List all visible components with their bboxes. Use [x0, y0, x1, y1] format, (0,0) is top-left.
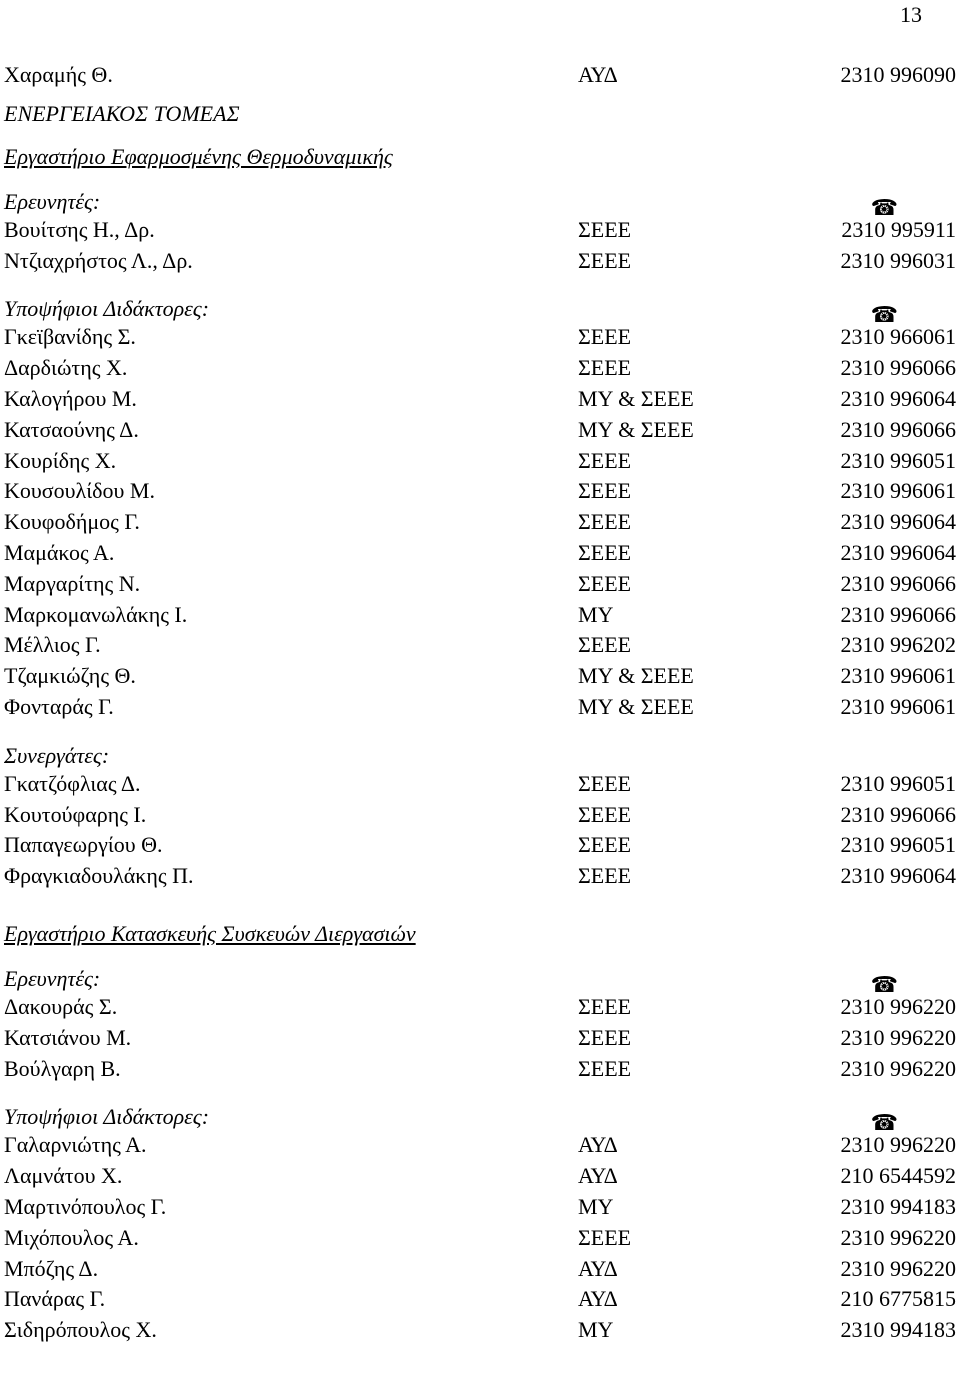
- person-dept: ΑΥΔ: [578, 1163, 618, 1189]
- person-name: Βουίτσης Η., Δρ.: [4, 216, 155, 242]
- person-dept: ΑΥΔ: [578, 62, 618, 87]
- person-name: Πανάρας Γ.: [4, 1286, 106, 1312]
- list-item: [4, 246, 956, 277]
- person-phone: 2310 996202: [840, 632, 956, 658]
- list-item: [4, 1023, 956, 1054]
- person-name: Μαμάκος Α.: [4, 539, 115, 565]
- list-item: [4, 1192, 956, 1223]
- person-dept: ΣΕΕΕ: [578, 863, 632, 889]
- person-phone: 2310 996066: [840, 801, 956, 827]
- person-phone: 2310 996061: [840, 478, 956, 504]
- person-name: Κουρίδης Χ.: [4, 447, 117, 473]
- person-name: Χαραμής Θ.: [4, 62, 113, 87]
- lab-title: Εργαστήριο Κατασκευής Συσκευών Διεργασιών: [4, 920, 416, 946]
- person-name: Κατσιάνου Μ.: [4, 1024, 132, 1050]
- person-phone: 2310 996031: [840, 247, 956, 273]
- person-name: Κουτούφαρης Ι.: [4, 801, 147, 827]
- top-entry-row: [4, 60, 956, 91]
- person-dept: ΑΥΔ: [578, 1255, 618, 1281]
- person-phone: 2310 996051: [840, 447, 956, 473]
- person-phone: 2310 995911: [841, 216, 956, 242]
- list-item: [4, 446, 956, 477]
- candidates-label-row: [4, 288, 956, 328]
- person-name: Φονταράς Γ.: [4, 693, 114, 719]
- person-dept: ΣΕΕΕ: [578, 770, 632, 796]
- list-item: [4, 1284, 956, 1315]
- person-dept: ΣΕΕΕ: [578, 247, 632, 273]
- list-item: [4, 800, 956, 831]
- person-phone: 2310 996066: [840, 416, 956, 442]
- person-phone: 2310 996066: [840, 355, 956, 381]
- person-dept: ΣΕΕΕ: [578, 447, 632, 473]
- telephone-icon: ☎: [870, 194, 898, 220]
- person-phone: 2310 996066: [840, 601, 956, 627]
- person-phone: 2310 996064: [840, 509, 956, 535]
- person-dept: ΑΥΔ: [578, 1286, 618, 1312]
- partners-label-row: [4, 735, 956, 769]
- person-dept: ΣΕΕΕ: [578, 1055, 632, 1081]
- person-name: Δακουράς Σ.: [4, 993, 118, 1019]
- group-label: Υποψήφιοι Διδάκτορες:: [4, 1104, 210, 1130]
- list-item: [4, 1054, 956, 1085]
- person-phone: 2310 996090: [840, 62, 956, 87]
- person-phone: 2310 996064: [840, 385, 956, 411]
- list-item: [4, 1223, 956, 1254]
- list-item: [4, 992, 956, 1023]
- list-item: [4, 569, 956, 600]
- person-phone: 2310 996066: [840, 570, 956, 596]
- person-name: Λαμνάτου Χ.: [4, 1163, 123, 1189]
- person-name: Κατσαούνης Δ.: [4, 416, 139, 442]
- page-number: 13: [900, 2, 922, 27]
- person-dept: ΣΕΕΕ: [578, 509, 632, 535]
- list-item: [4, 1161, 956, 1192]
- person-phone: 2310 996220: [840, 1024, 956, 1050]
- person-phone: 2310 996061: [840, 663, 956, 689]
- list-item: [4, 476, 956, 507]
- list-item: [4, 538, 956, 569]
- person-dept: ΣΕΕΕ: [578, 1224, 632, 1250]
- person-phone: 2310 996220: [840, 1255, 956, 1281]
- person-name: Γκεϊβανίδης Σ.: [4, 324, 136, 350]
- sector-title: ΕΝΕΡΓΕΙΑΚΟΣ ΤΟΜΕΑΣ: [4, 100, 240, 126]
- person-name: Παπαγεωργίου Θ.: [4, 832, 163, 858]
- person-name: Μέλλιος Γ.: [4, 632, 101, 658]
- person-name: Μπόζης Δ.: [4, 1255, 99, 1281]
- person-dept: ΣΕΕΕ: [578, 570, 632, 596]
- list-item: [4, 1130, 956, 1161]
- candidates-list: [4, 322, 956, 722]
- candidates-list: [4, 1130, 956, 1346]
- person-name: Ντζιαχρήστος Λ., Δρ.: [4, 247, 193, 273]
- person-name: Κουφοδήμος Γ.: [4, 509, 140, 535]
- researchers-list: [4, 215, 956, 277]
- researchers-label-row: [4, 181, 956, 220]
- person-dept: ΣΕΕΕ: [578, 1024, 632, 1050]
- person-phone: 210 6544592: [840, 1163, 956, 1189]
- person-dept: ΜΥ & ΣΕΕΕ: [578, 663, 694, 689]
- person-name: Μιχόπουλος Α.: [4, 1224, 139, 1250]
- list-item: [4, 215, 956, 246]
- person-name: Τζαμκιώζης Θ.: [4, 663, 136, 689]
- person-phone: 2310 996064: [840, 863, 956, 889]
- person-dept: ΜΥ: [578, 601, 614, 627]
- person-phone: 2310 996061: [840, 693, 956, 719]
- person-phone: 210 6775815: [840, 1286, 956, 1312]
- telephone-icon: ☎: [870, 1110, 898, 1136]
- list-item: [4, 415, 956, 446]
- person-phone: 2310 996051: [840, 770, 956, 796]
- list-item: [4, 1254, 956, 1285]
- person-dept: ΣΕΕΕ: [578, 539, 632, 565]
- person-name: Μαρτινόπουλος Γ.: [4, 1193, 167, 1219]
- group-label: Ερευνητές:: [4, 965, 101, 991]
- list-item: [4, 1315, 956, 1346]
- person-dept: ΜΥ: [578, 1317, 614, 1343]
- list-item: [4, 600, 956, 631]
- document-body: [4, 60, 956, 1346]
- list-item: [4, 630, 956, 661]
- group-label: Ερευνητές:: [4, 188, 101, 214]
- researchers-list: [4, 992, 956, 1084]
- telephone-icon: ☎: [870, 302, 898, 328]
- lab-title: Εργαστήριο Εφαρμοσμένης Θερμοδυναμικής: [4, 143, 393, 169]
- person-phone: 2310 966061: [840, 324, 956, 350]
- group-label: Συνεργάτες:: [4, 742, 110, 768]
- person-dept: ΜΥ & ΣΕΕΕ: [578, 693, 694, 719]
- person-name: Καλογήρου Μ.: [4, 385, 137, 411]
- candidates-label-row: [4, 1096, 956, 1136]
- person-phone: 2310 996220: [840, 1224, 956, 1250]
- researchers-label-row: [4, 958, 956, 997]
- group-label: Υποψήφιοι Διδάκτορες:: [4, 296, 210, 322]
- list-item: [4, 769, 956, 800]
- list-item: [4, 507, 956, 538]
- person-name: Δαρδιώτης Χ.: [4, 355, 128, 381]
- person-name: Γαλαρνιώτης Α.: [4, 1132, 147, 1158]
- list-item: [4, 692, 956, 723]
- list-item: [4, 322, 956, 353]
- person-dept: ΣΕΕΕ: [578, 993, 632, 1019]
- person-phone: 2310 996220: [840, 993, 956, 1019]
- person-name: Μαρκομανωλάκης Ι.: [4, 601, 188, 627]
- partners-list: [4, 769, 956, 892]
- list-item: [4, 353, 956, 384]
- person-dept: ΣΕΕΕ: [578, 478, 632, 504]
- person-phone: 2310 996220: [840, 1055, 956, 1081]
- person-dept: ΣΕΕΕ: [578, 355, 632, 381]
- person-phone: 2310 996051: [840, 832, 956, 858]
- person-dept: ΑΥΔ: [578, 1132, 618, 1158]
- person-phone: 2310 996220: [840, 1132, 956, 1158]
- person-dept: ΜΥ: [578, 1193, 614, 1219]
- person-dept: ΣΕΕΕ: [578, 832, 632, 858]
- list-item: [4, 661, 956, 692]
- person-dept: ΜΥ & ΣΕΕΕ: [578, 385, 694, 411]
- person-name: Φραγκιαδουλάκης Π.: [4, 863, 194, 889]
- list-item: [4, 830, 956, 861]
- person-name: Βούλγαρη Β.: [4, 1055, 121, 1081]
- person-name: Γκατζόφλιας Δ.: [4, 770, 141, 796]
- person-dept: ΣΕΕΕ: [578, 632, 632, 658]
- person-dept: ΣΕΕΕ: [578, 801, 632, 827]
- person-name: Σιδηρόπουλος Χ.: [4, 1317, 157, 1343]
- person-phone: 2310 994183: [840, 1317, 956, 1343]
- telephone-icon: ☎: [870, 971, 898, 997]
- person-dept: ΣΕΕΕ: [578, 216, 632, 242]
- person-name: Μαργαρίτης Ν.: [4, 570, 141, 596]
- person-dept: ΜΥ & ΣΕΕΕ: [578, 416, 694, 442]
- person-phone: 2310 994183: [840, 1193, 956, 1219]
- person-phone: 2310 996064: [840, 539, 956, 565]
- list-item: [4, 384, 956, 415]
- person-dept: ΣΕΕΕ: [578, 324, 632, 350]
- person-name: Κουσουλίδου Μ.: [4, 478, 155, 504]
- list-item: [4, 861, 956, 892]
